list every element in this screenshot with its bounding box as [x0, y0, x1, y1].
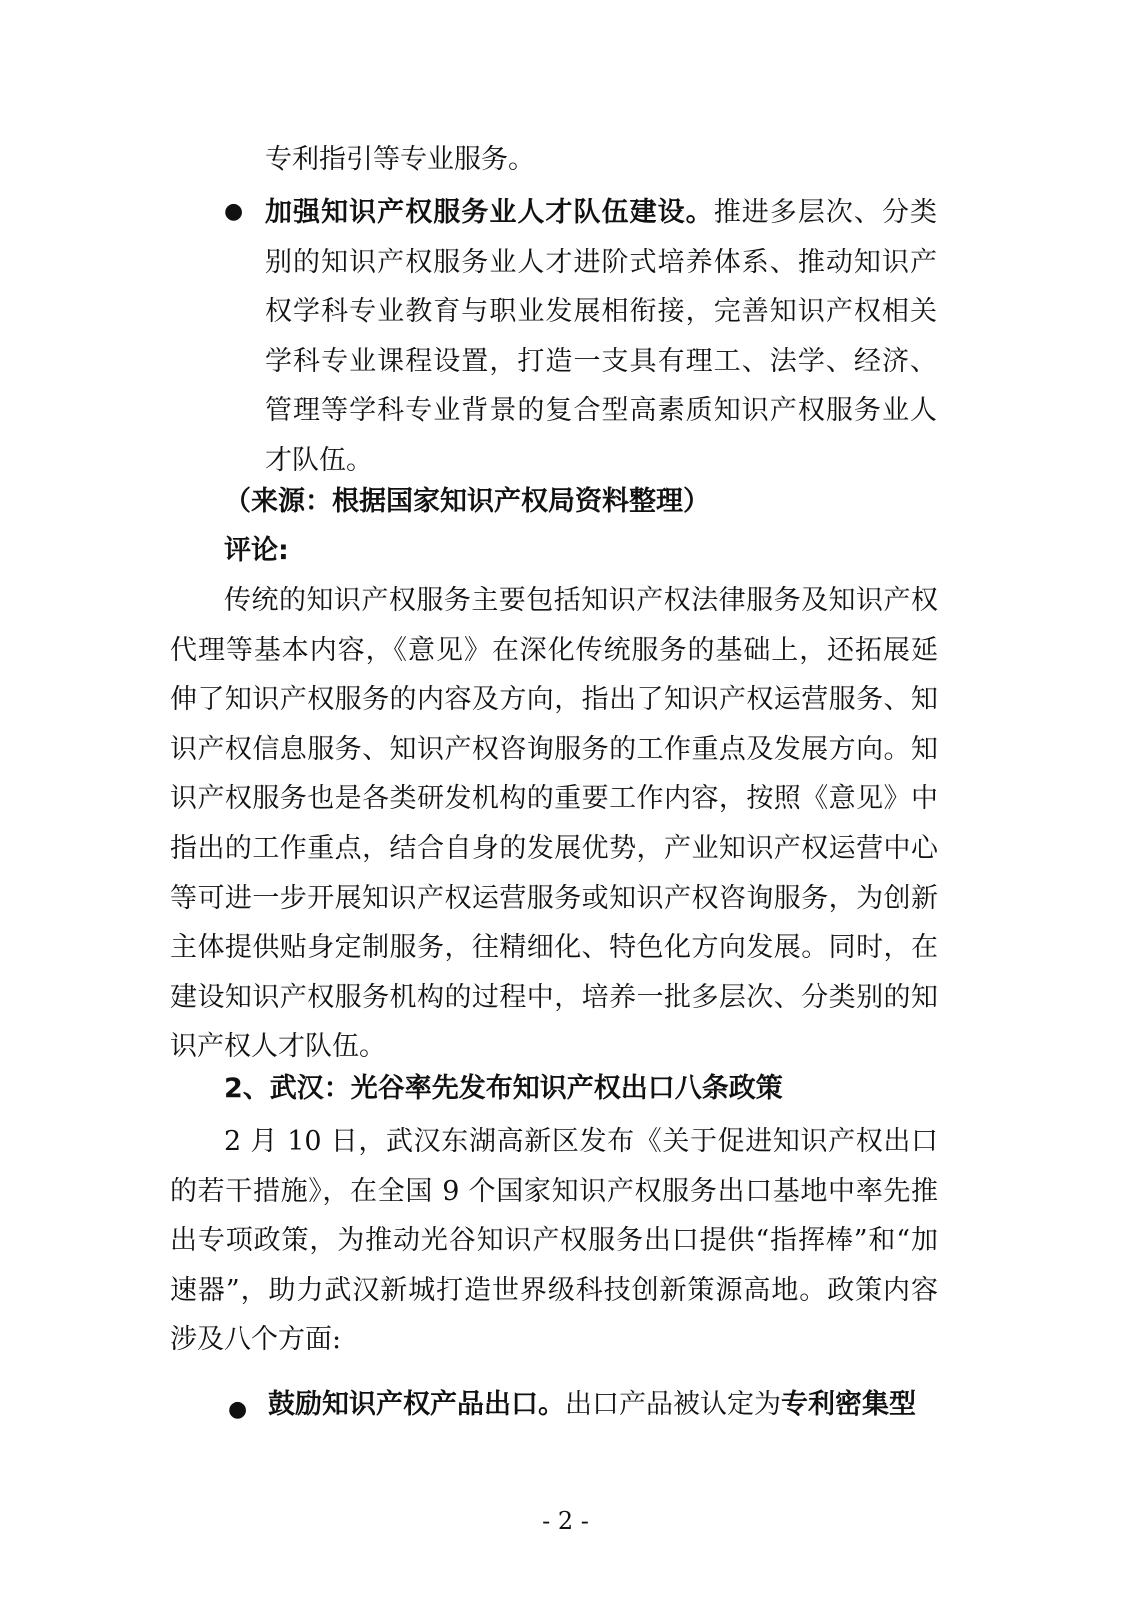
- bullet-talent-text: 推进多层次、分类别的知识产权服务业人才进阶式培养体系、推动知识产权学科专业教育与职业发展相衔接，完善知识产权相关学科专业课程设置，打造一支具有理工、法学、经济、管理等学科专业背景的复合型高素质知识产权服务业人才队伍。: [265, 197, 938, 476]
- source-note: （来源：根据国家知识产权局资料整理）: [224, 486, 710, 517]
- comment-label: 评论:: [224, 535, 289, 566]
- bullet-icon: ●: [224, 199, 244, 224]
- wuhan-policy-paragraph: 2 月 10 日，武汉东湖高新区发布《关于促进知识产权出口的若干措施》，在全国 9 个国家知识产权服务出口基地中率先推出专项政策，为推动光谷知识产权服务出口提供“指挥棒”和“加速器”，助力武汉新城打造世界级科技创新策源高地。政策内容涉及八个方面:: [170, 1126, 938, 1356]
- section-heading: 2、武汉：光谷率先发布知识产权出口八条政策: [224, 1073, 783, 1104]
- bullet-talent-title: 加强知识产权服务业人才队伍建设。: [265, 197, 714, 228]
- bullet-export-text: 出口产品被认定为: [565, 1389, 781, 1420]
- continuation-line: 专利指引等专业服务。: [265, 144, 535, 175]
- page-number: - 2 -: [542, 1507, 589, 1535]
- bullet-export-tail: 专利密集型: [781, 1389, 916, 1420]
- bullet-icon: ●: [228, 1397, 248, 1422]
- bullet-export-title: 鼓励知识产权产品出口。: [268, 1389, 565, 1420]
- comment-paragraph: 传统的知识产权服务主要包括知识产权法律服务及知识产权代理等基本内容，《意见》在深化传统服务的基础上，还拓展延伸了知识产权服务的内容及方向，指出了知识产权运营服务、知识产权信息服务、知识产权咨询服务的工作重点及发展方向。知识产权服务也是各类研发机构的重要工作内容，按照《意见》中指出的工作重点，结合自身的发展优势，产业知识产权运营中心等可进一步开展知识产权运营服务或知识产权咨询服务，为创新主体提供贴身定制服务，往精细化、特色化方向发展。同时，在建设知识产权服务机构的过程中，培养一批多层次、分类别的知识产权人才队伍。: [170, 585, 938, 1063]
- bullet-talent-paragraph: [265, 188, 937, 486]
- bullet-export-line: [268, 1385, 916, 1425]
